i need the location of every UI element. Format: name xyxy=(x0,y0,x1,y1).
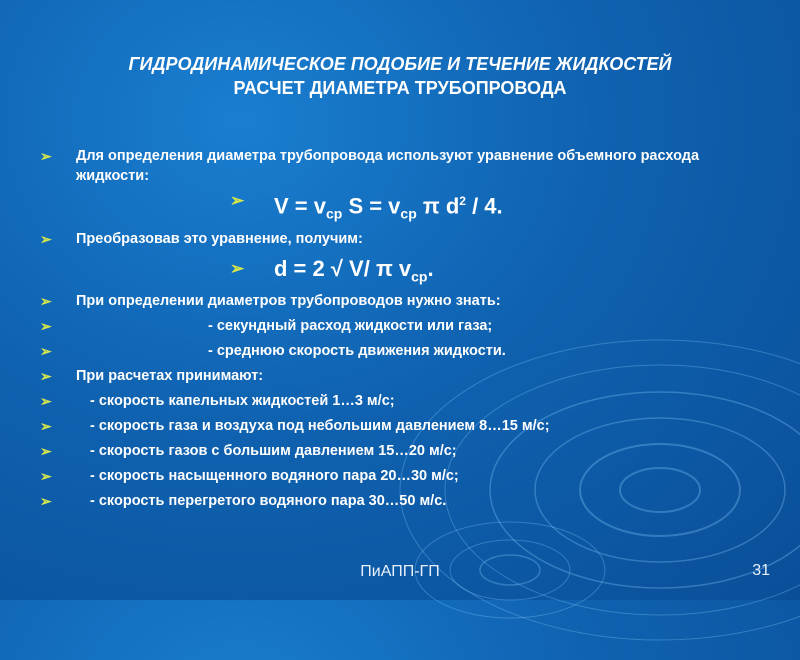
accept-text: При расчетах принимают: xyxy=(76,368,264,385)
list-item xyxy=(40,466,760,491)
arrowhead-bullet-icon: ➢ xyxy=(40,343,52,360)
title-line-1: ГИДРОДИНАМИЧЕСКОЕ ПОДОБИЕ И ТЕЧЕНИЕ ЖИДКОСТЕЙ xyxy=(128,54,672,74)
bullet-intro xyxy=(40,146,760,186)
intro-text: Для определения диаметра трубопровода используют уравнение объемного расхода жидкости: xyxy=(76,148,700,184)
list-item xyxy=(40,391,760,416)
slide-body xyxy=(40,146,760,516)
list-item xyxy=(40,341,760,366)
formula-1-text: $V = v_{ср}$ $S = v_{ср}$ π $d^2 / 4$. xyxy=(274,193,503,222)
arrowhead-bullet-icon: ➢ xyxy=(40,293,52,310)
arrowhead-bullet-icon: ➢ xyxy=(230,191,245,210)
formula-diameter xyxy=(40,254,760,291)
accept-item-text: - скорость газа и воздуха под небольшим давлением 8…15 м/с; xyxy=(90,418,550,435)
list-item xyxy=(40,441,760,466)
accept-item-text: - скорость насыщенного водяного пара 20…30 м/с; xyxy=(90,468,459,485)
accept-item-text: - скорость перегретого водяного пара 30…50 м/с. xyxy=(90,493,447,510)
list-item xyxy=(40,491,760,516)
arrowhead-bullet-icon: ➢ xyxy=(40,393,52,410)
bullet-know xyxy=(40,291,760,316)
arrowhead-bullet-icon: ➢ xyxy=(40,318,52,335)
arrowhead-bullet-icon: ➢ xyxy=(40,230,52,247)
accept-item-text: - скорость капельных жидкостей 1…3 м/с; xyxy=(90,393,395,410)
know-text: При определении диаметров трубопроводов нужно знать: xyxy=(76,293,501,310)
bullet-accept xyxy=(40,366,760,391)
know-item-text: - секундный расход жидкости или газа; xyxy=(208,318,493,335)
arrowhead-bullet-icon: ➢ xyxy=(40,493,52,510)
title-line-2: РАСЧЕТ ДИАМЕТРА ТРУБОПРОВОДА xyxy=(233,78,567,98)
arrowhead-bullet-icon: ➢ xyxy=(40,418,52,435)
list-item xyxy=(40,316,760,341)
arrowhead-bullet-icon: ➢ xyxy=(230,258,245,278)
arrowhead-bullet-icon: ➢ xyxy=(40,148,52,164)
transform-text: Преобразовав это уравнение, получим: xyxy=(76,230,363,247)
arrowhead-bullet-icon: ➢ xyxy=(40,468,52,485)
page-number: 31 xyxy=(752,562,770,579)
arrowhead-bullet-icon: ➢ xyxy=(40,368,52,385)
bullet-transform xyxy=(40,229,760,254)
list-item xyxy=(40,416,760,441)
know-item-text: - среднюю скорость движения жидкости. xyxy=(208,343,506,360)
formula-2-text: d = 2 √ V/ π $v_{ср}$. xyxy=(274,255,434,285)
accept-item-text: - скорость газов с большим давлением 15…20 м/с; xyxy=(90,443,457,460)
footer-label: ПиАПП-ГП xyxy=(360,563,440,580)
arrowhead-bullet-icon: ➢ xyxy=(40,443,52,460)
formula-volume-flow xyxy=(40,186,760,229)
slide-title xyxy=(0,52,800,100)
